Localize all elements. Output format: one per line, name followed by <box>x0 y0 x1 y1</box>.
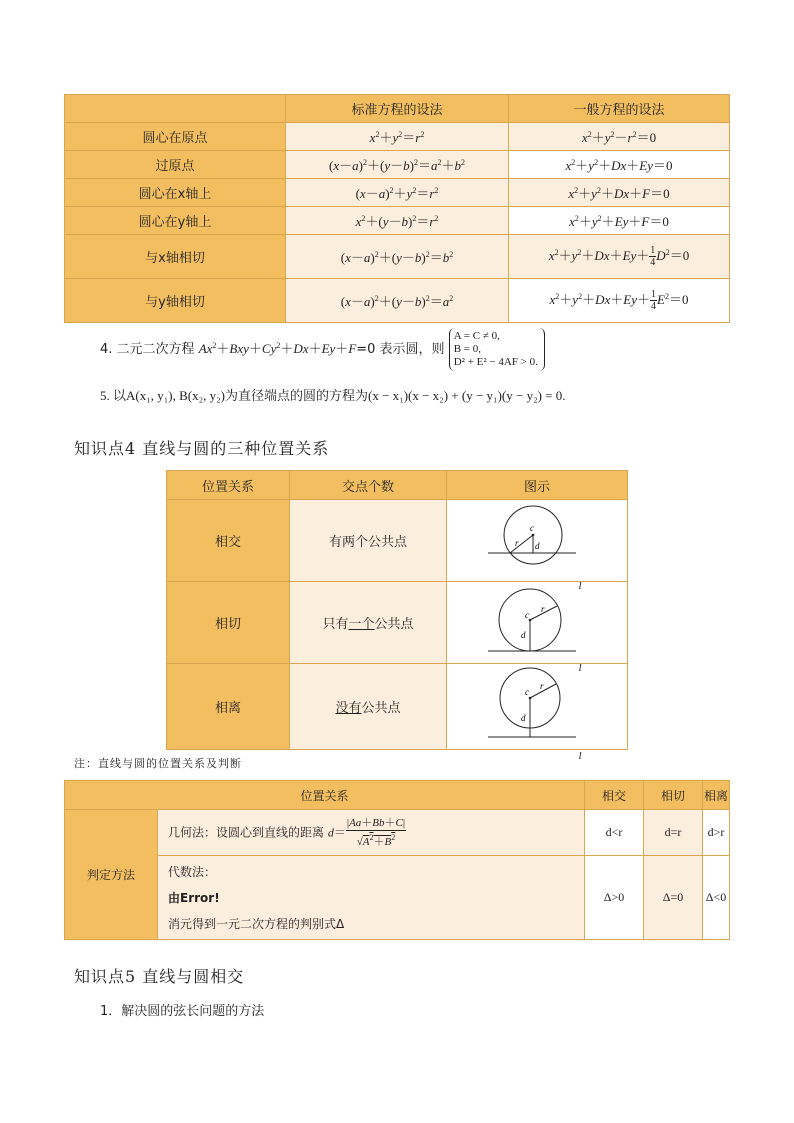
count-underlined: 一个 <box>348 617 375 632</box>
table1-header-general: 一般方程的设法 <box>509 95 730 123</box>
line-circle-relation-table <box>166 470 628 762</box>
item-4-mid: =0 表示圆，则 <box>356 342 445 357</box>
label-l: l <box>578 579 582 592</box>
geo-result-tangent: d=r <box>644 810 703 856</box>
label-d: d <box>521 712 526 723</box>
condition-2: B = 0, <box>453 343 481 355</box>
item-4-conditions <box>449 328 545 371</box>
label-d: d <box>521 629 526 640</box>
table2-header-relation: 位置关系 <box>167 471 290 500</box>
label-l: l <box>578 661 582 674</box>
condition-1: A = C ≠ 0, <box>453 330 500 342</box>
relation-separate: 相离 <box>167 664 290 750</box>
alg-result-separate: Δ<0 <box>703 856 730 940</box>
heading-knowledge-point-4: 知识点4 直线与圆的三种位置关系 <box>74 439 330 458</box>
count-underlined: 没有 <box>335 701 362 716</box>
algebraic-method <box>158 856 585 940</box>
table3-header-intersect: 相交 <box>585 781 644 810</box>
algebra-line-2: 由Error! <box>168 890 220 905</box>
count-prefix: 只有 <box>322 617 349 632</box>
geometric-method: 几何法：设圆心到直线的距离 d＝ $\frac{|Aa+Bb+C|}{√A^2+B^2}$ <box>158 810 585 856</box>
table1-header-standard: 标准方程的设法 <box>286 95 509 123</box>
method-label: 判定方法 <box>65 810 158 940</box>
row-label: 圆心在x轴上 <box>65 179 286 207</box>
table1-header-empty <box>65 95 286 123</box>
tangent-diagram <box>488 585 578 657</box>
geo-result-separate: d>r <box>703 810 730 856</box>
geometric-method-text: 几何法：设圆心到直线的距离 <box>168 825 325 839</box>
table3-header-separate: 相离 <box>703 781 730 810</box>
standard-eq: $(x-a)^2+(y-b)^2=b^2$ <box>286 235 509 279</box>
standard-eq: $x^2+(y-b)^2=r^2$ <box>286 207 509 235</box>
alg-result-tangent: Δ=0 <box>644 856 703 940</box>
item-4-equation: $Ax^2+Bxy+Cy^2+Dx+Ey+F$ <box>198 341 357 356</box>
algebra-line-1: 代数法： <box>168 864 217 879</box>
geo-result-intersect: d<r <box>585 810 644 856</box>
general-eq: $x^2+y^2+Dx+Ey+$ $\frac{1}{4}$ $E^2=0$ <box>509 279 730 323</box>
standard-eq: $(x-a)^2+(y-b)^2=a^2+b^2$ <box>286 151 509 179</box>
row-label: 与x轴相切 <box>65 235 286 279</box>
count-no-point <box>290 664 447 750</box>
general-eq: $x^2+y^2+Dx+Ey=0$ <box>509 151 730 179</box>
table3-header-tangent: 相切 <box>644 781 703 810</box>
alg-result-intersect: Δ>0 <box>585 856 644 940</box>
row-label: 过原点 <box>65 151 286 179</box>
algebra-line-3: 消元得到一元二次方程的判别式Δ <box>168 916 345 931</box>
judgement-table <box>64 780 730 940</box>
row-label: 与y轴相切 <box>65 279 286 323</box>
label-r: r <box>540 680 544 691</box>
relation-tangent: 相切 <box>167 582 290 664</box>
item-4 <box>100 328 545 371</box>
condition-3: D² + E² − 4AF > 0. <box>453 356 538 368</box>
general-eq: $x^2+y^2+Dx+Ey+$ $\frac{1}{4}$ $D^2=0$ <box>509 235 730 279</box>
figure-tangent <box>447 579 628 674</box>
standard-eq: $(x-a)^2+(y-b)^2=a^2$ <box>286 279 509 323</box>
item-5-1: 1．解决圆的弦长问题的方法 <box>100 1004 265 1019</box>
relation-intersect: 相交 <box>167 500 290 582</box>
standard-eq: $x^2+y^2=r^2$ <box>286 123 509 151</box>
row-label: 圆心在原点 <box>65 123 286 151</box>
figure-intersect <box>447 500 628 592</box>
label-r: r <box>515 537 519 548</box>
label-r: r <box>541 603 545 614</box>
label-c: c <box>530 522 535 533</box>
label-l: l <box>578 749 582 762</box>
table2-header-figure: 图示 <box>447 471 628 500</box>
separate-diagram <box>488 667 578 743</box>
label-c: c <box>525 686 530 697</box>
item-4-prefix: 4. 二元二次方程 <box>100 342 195 357</box>
count-suffix: 公共点 <box>374 617 414 632</box>
label-c: c <box>525 609 530 620</box>
note-text: 注：直线与圆的位置关系及判断 <box>74 757 242 770</box>
heading-knowledge-point-5: 知识点5 直线与圆相交 <box>74 967 245 986</box>
table2-header-count: 交点个数 <box>290 471 447 500</box>
general-eq: $x^2+y^2+Ey+F=0$ <box>509 207 730 235</box>
count-one-point <box>290 582 447 664</box>
count-two-points: 有两个公共点 <box>290 500 447 582</box>
circle-equation-table <box>64 94 730 323</box>
row-label: 圆心在y轴上 <box>65 207 286 235</box>
figure-separate <box>447 661 628 762</box>
general-eq: $x^2+y^2+Dx+F=0$ <box>509 179 730 207</box>
general-eq: $x^2+y^2-r^2=0$ <box>509 123 730 151</box>
standard-eq: $(x-a)^2+y^2=r^2$ <box>286 179 509 207</box>
intersect-diagram <box>488 505 578 573</box>
count-suffix: 公共点 <box>361 701 401 716</box>
item-5: 5. 以A(x₁, y₁), B(x₂, y₂)为直径端点的圆的方程为(x − x₁)(x − x₂) + (y − y₁)(y − y₂) = 0. <box>100 388 566 403</box>
table3-header-relation: 位置关系 <box>65 781 585 810</box>
label-d: d <box>535 540 540 551</box>
